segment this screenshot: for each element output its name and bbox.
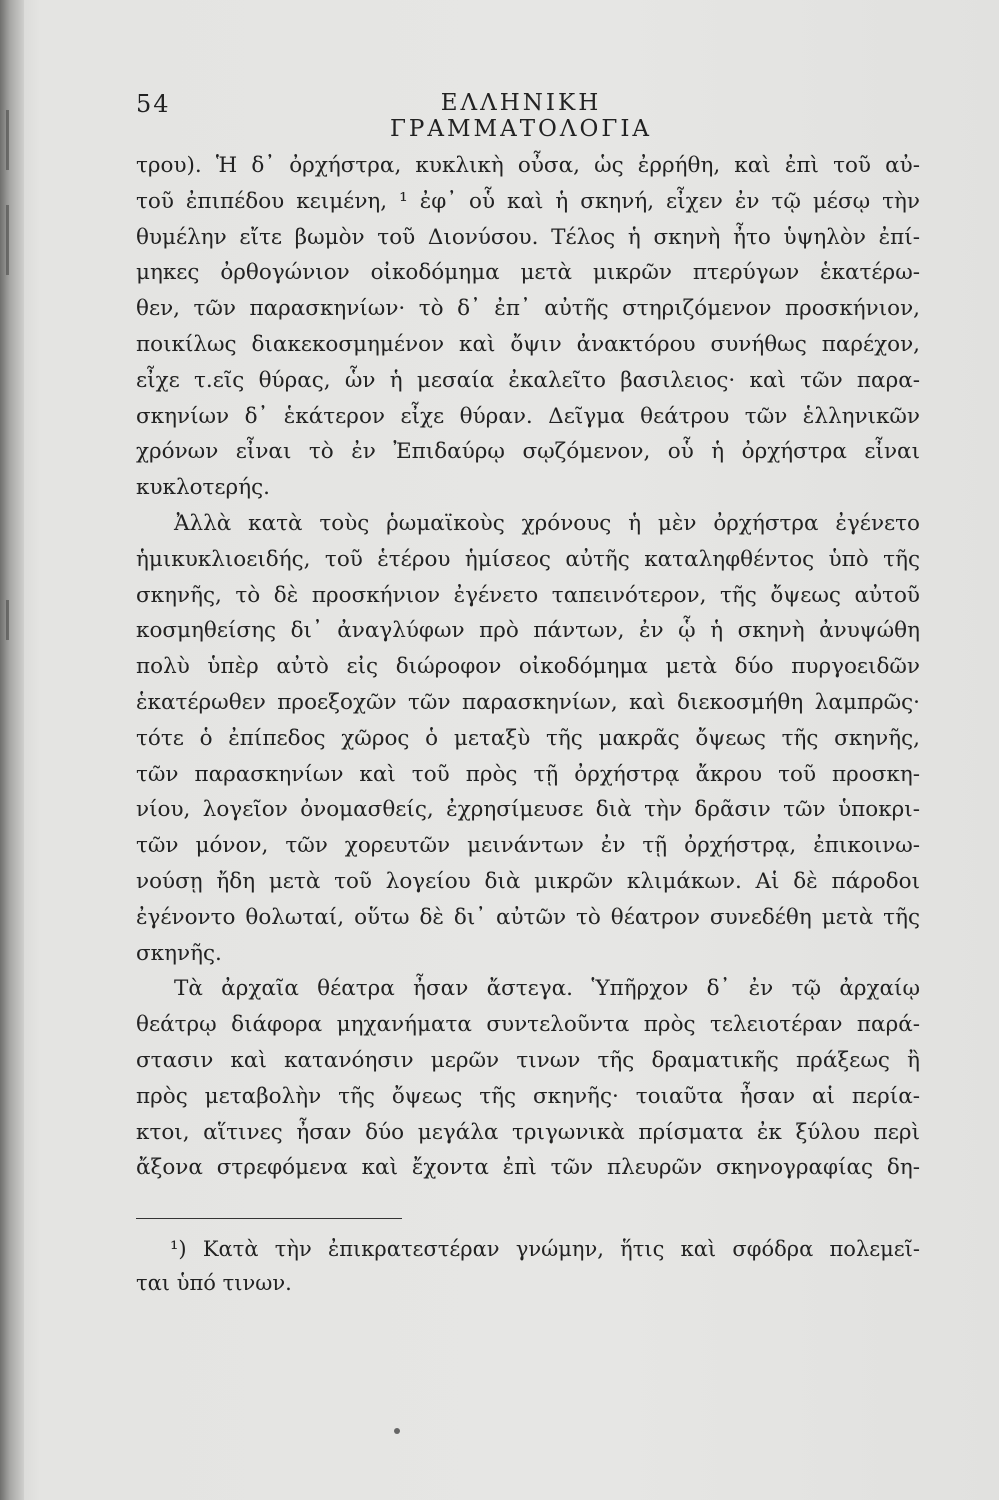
text-line: πολὺ ὑπὲρ αὐτὸ εἰς διώροφον οἰκοδόμημα μετὰ δύο πυργοειδῶν [136,654,920,680]
text-line: τρου). Ἡ δ᾽ ὀρχήστρα, κυκλικὴ οὖσα, ὡς ἐρρήθη, καὶ ἐπὶ τοῦ αὐ- [136,153,920,178]
page-number: 54 [136,90,171,118]
text-line: σκηνῆς, τὸ δὲ προσκήνιον ἐγένετο ταπεινότερον, τῆς ὄψεως αὐτοῦ [136,582,920,608]
text-line: κτοι, αἵτινες ἦσαν δύο μεγάλα τριγωνικὰ πρίσματα ἐκ ξύλου περὶ [136,1119,920,1145]
text-line: τοῦ ἐπιπέδου κειμένη, ¹ ἐφ᾽ οὗ καὶ ἡ σκηνή, εἶχεν ἐν τῷ μέσῳ τὴν [136,188,920,214]
text-line: ἐγένοντο θολωταί, οὕτω δὲ δι᾽ αὐτῶν τὸ θέατρον συνεδέθη μετὰ τῆς [136,904,920,930]
text-line: ἑκατέρωθεν προεξοχῶν τῶν παρασκηνίων, καὶ διεκοσμήθη λαμπρῶς· [136,689,920,715]
text-line: θυμέλην εἴτε βωμὸν τοῦ Διονύσου. Τέλος ἡ σκηνὴ ἦτο ὑψηλὸν ἐπί- [136,224,920,250]
text-line: πρὸς μεταβολὴν τῆς ὄψεως τῆς σκηνῆς· τοιαῦτα ἦσαν αἱ περία- [136,1083,920,1109]
text-line: θεάτρῳ διάφορα μηχανήματα συντελοῦντα πρὸς τελειοτέραν παρά- [136,1012,920,1038]
footnote-line: ται ὑπό τινων. [136,1271,292,1295]
page-header [136,90,926,142]
text-line: Ἀλλὰ κατὰ τοὺς ῥωμαϊκοὺς χρόνους ἡ μὲν ὀρχήστρα ἐγένετο [174,510,920,536]
text-line: Τὰ ἀρχαῖα θέατρα ἦσαν ἄστεγα. Ὑπῆρχον δ᾽ ἐν τῷ ἀρχαίῳ [174,976,920,1002]
text-line: στασιν καὶ κατανόησιν μερῶν τινων τῆς δραματικῆς πράξεως ἢ [136,1047,920,1073]
body-text [136,148,920,1186]
footnote-divider [136,1218,402,1219]
text-line: νούσῃ ἤδη μετὰ τοῦ λογείου διὰ μικρῶν κλιμάκων. Αἱ δὲ πάροδοι [136,868,920,894]
text-line: σκηνῆς. [136,940,222,966]
text-line: εἶχε τ.εῖς θύρας, ὧν ἡ μεσαία ἐκαλεῖτο βασιλειος· καὶ τῶν παρα- [136,367,920,393]
text-line: τῶν παρασκηνίων καὶ τοῦ πρὸς τῇ ὀρχήστρᾳ ἄκρου τοῦ προσκη- [136,761,920,787]
text-line: ἄξονα στρεφόμενα καὶ ἔχοντα ἐπὶ τῶν πλευρῶν σκηνογραφίας δη- [136,1155,920,1181]
text-line: ἡμικυκλιοειδής, τοῦ ἑτέρου ἡμίσεος αὐτῆς καταληφθέντος ὑπὸ τῆς [136,546,920,572]
footnote-line: ¹) Κατὰ τὴν ἐπικρατεστέραν γνώμην, ἥτις καὶ σφόδρα πολεμεῖ- [170,1237,920,1261]
text-line: τότε ὁ ἐπίπεδος χῶρος ὁ μεταξὺ τῆς μακρᾶς ὄψεως τῆς σκηνῆς, [136,725,920,751]
text-line: κυκλοτερής. [136,475,270,501]
text-line: κοσμηθείσης δι᾽ ἀναγλύφων πρὸ πάντων, ἐν ᾧ ἡ σκηνὴ ἀνυψώθη [136,618,920,644]
text-line: νίου, λογεῖον ὀνομασθείς, ἐχρησίμευσε διὰ τὴν δρᾶσιν τῶν ὑποκρι- [136,797,920,823]
footnotes [136,1232,920,1300]
text-line: μηκες ὀρθογώνιον οἰκοδόμημα μετὰ μικρῶν πτερύγων ἑκατέρω- [136,260,920,286]
text-line: τῶν μόνον, τῶν χορευτῶν μεινάντων ἐν τῇ ὀρχήστρᾳ, ἐπικοινω- [136,833,920,859]
text-line: θεν, τῶν παρασκηνίων· τὸ δ᾽ ἐπ᾽ αὐτῆς στηριζόμενον προσκήνιον, [136,296,920,322]
text-line: χρόνων εἶναι τὸ ἐν Ἐπιδαύρῳ σῳζόμενον, οὗ ἡ ὀρχήστρα εἶναι [136,439,920,465]
text-line: σκηνίων δ᾽ ἑκάτερον εἶχε θύραν. Δεῖγμα θεάτρου τῶν ἑλληνικῶν [136,403,920,429]
running-title: ΕΛΛΗΝΙΚΗ ΓΡΑΜΜΑΤΟΛΟΓΙΑ [389,90,653,142]
text-line: ποικίλως διακεκοσμημένον καὶ ὄψιν ἀνακτόρου συνήθως παρέχον, [136,331,920,357]
ink-speck [394,1428,400,1434]
